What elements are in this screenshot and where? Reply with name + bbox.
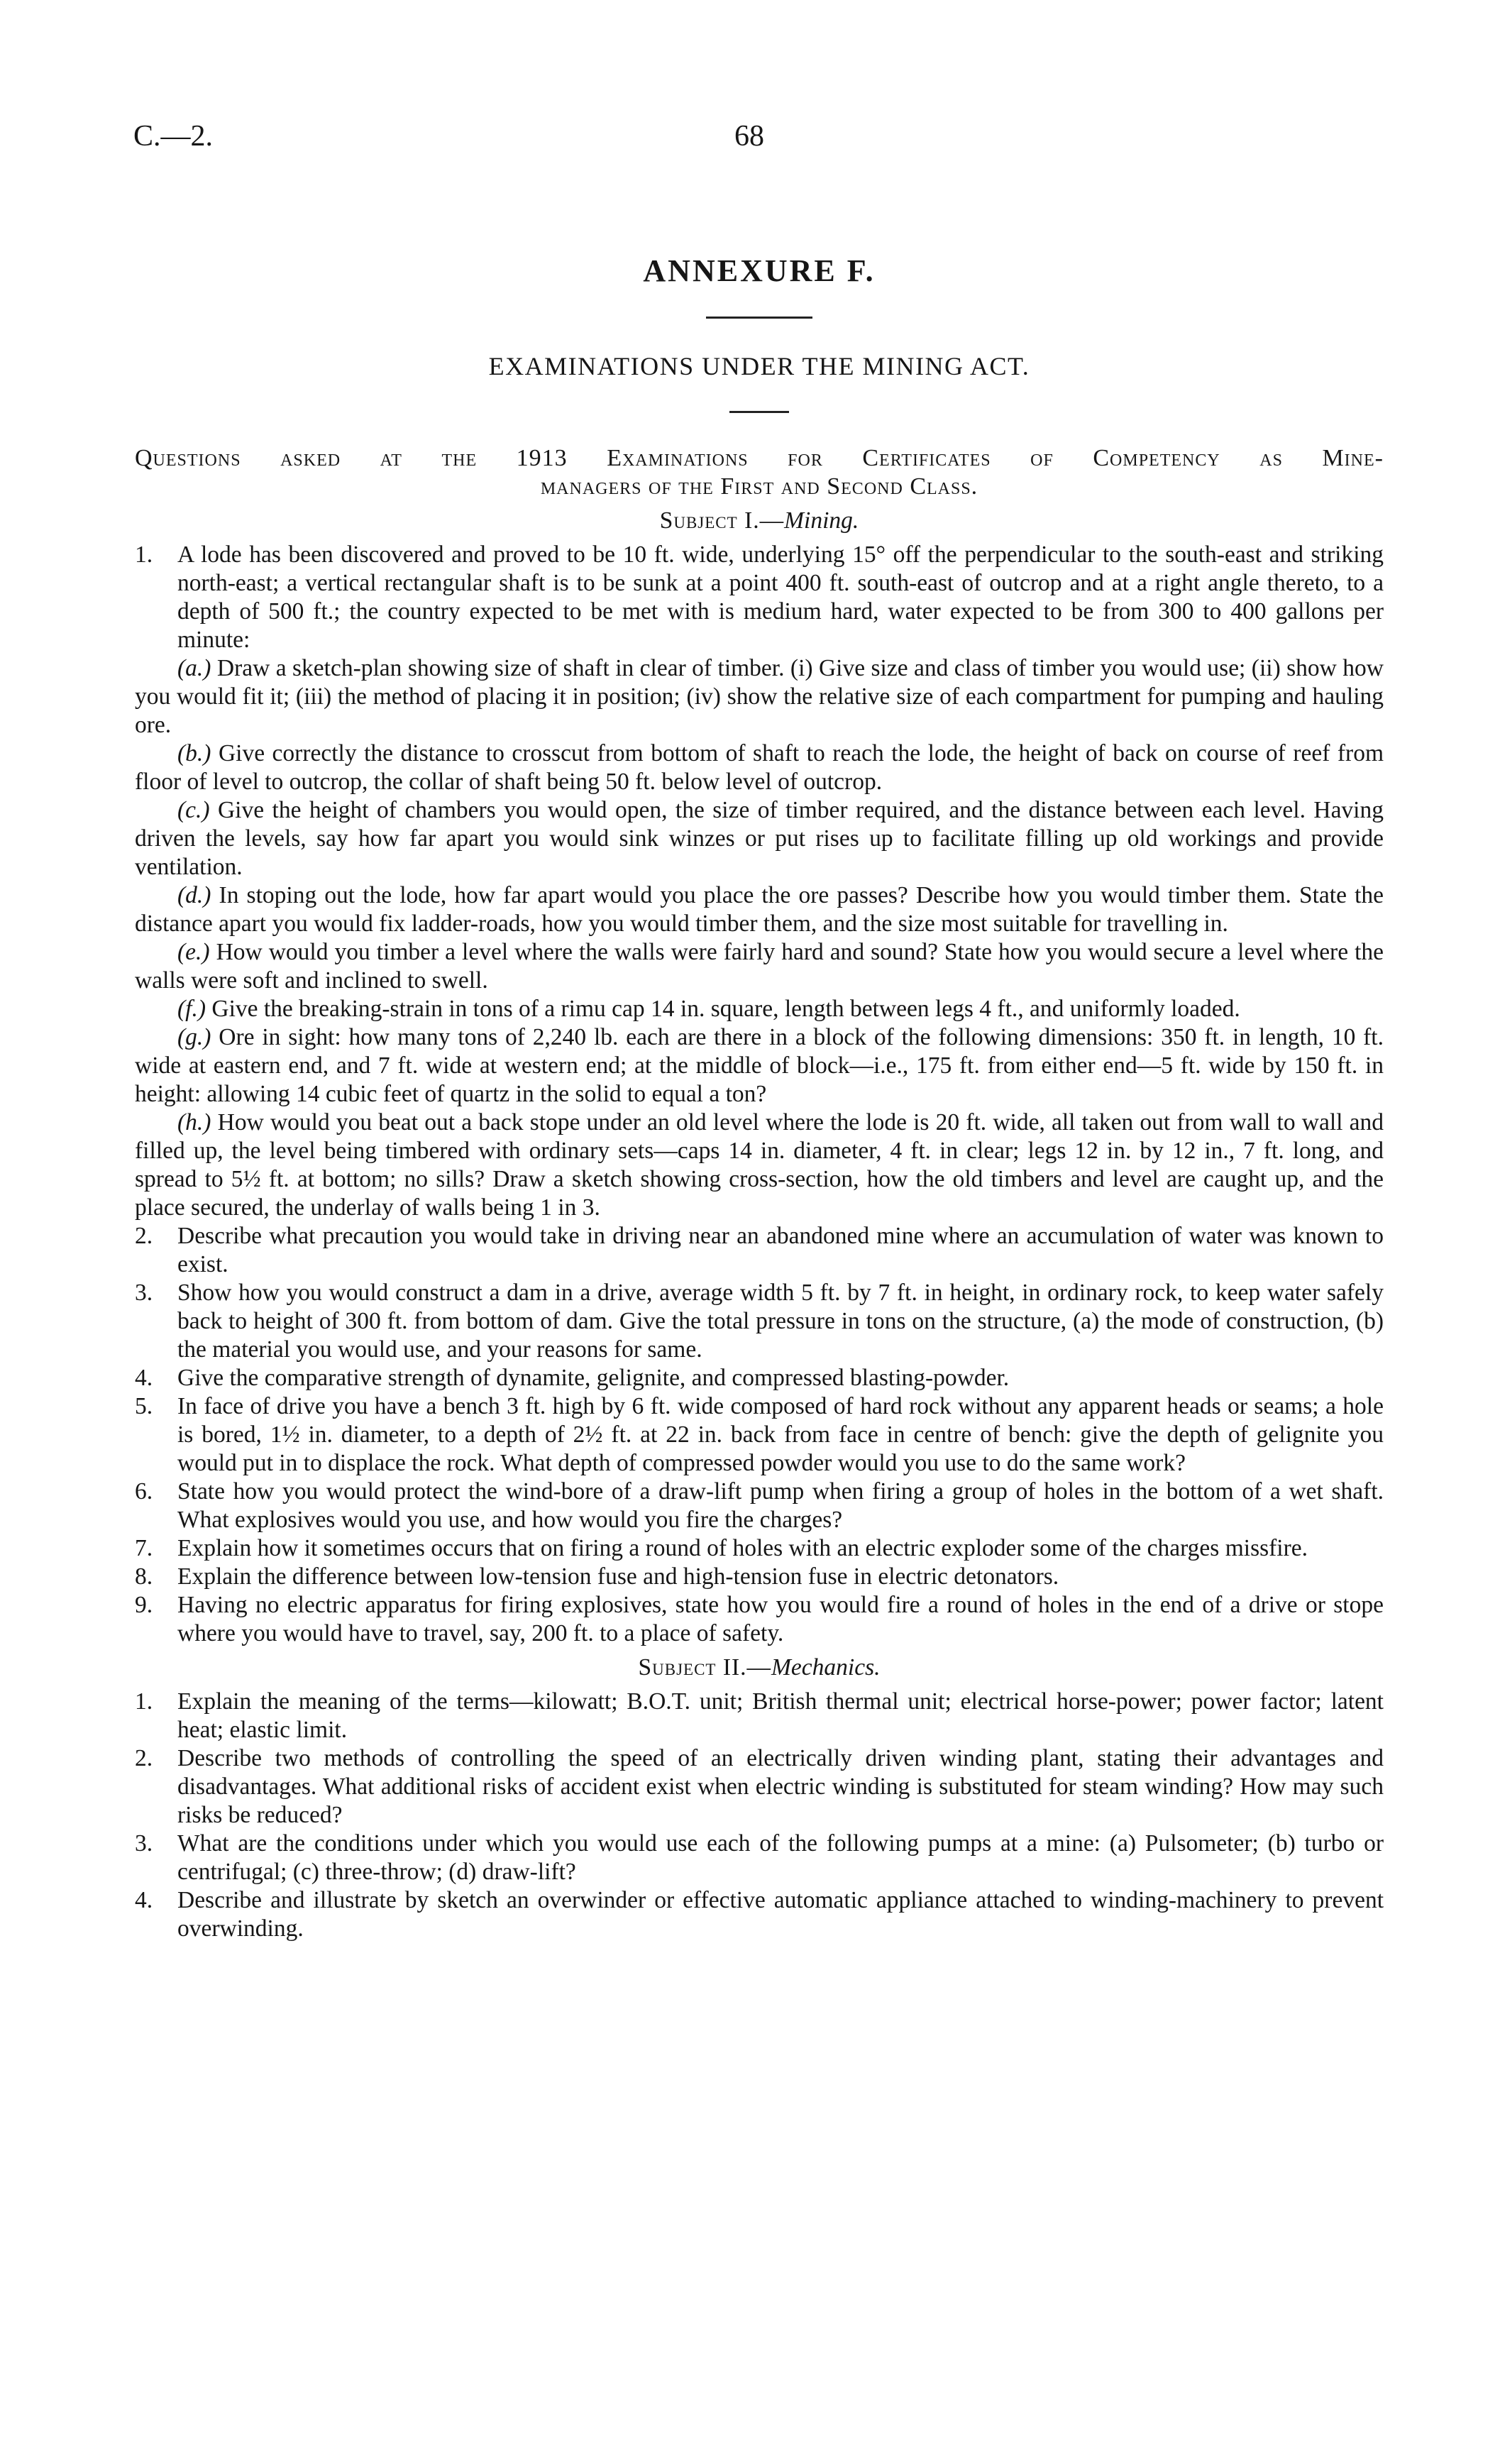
question-text: In face of drive you have a bench 3 ft. high by 6 ft. wide composed of hard rock without any apparent heads or seams; a hole is bored, 1½ in. diameter, to a depth of 2½ ft. at 22 in. back from face in centre of bench: give the depth of gelignite you would put in to displace the rock. What depth of compressed powder would you use to do the same work? bbox=[177, 1393, 1384, 1476]
question-number: 9. bbox=[135, 1592, 153, 1618]
question-2 bbox=[135, 1222, 1384, 1279]
question-number: 5. bbox=[135, 1393, 153, 1419]
question-text: Having no electric apparatus for firing explosives, state how you would fire a round of holes in the end of a drive or stope where you would have to travel, say, 200 ft. to a place of safety. bbox=[177, 1592, 1384, 1646]
part-label: (h.) bbox=[177, 1109, 211, 1135]
part-label: (b.) bbox=[177, 740, 211, 766]
page-header bbox=[133, 119, 1365, 162]
intro-line-2: managers of the First and Second Class. bbox=[540, 473, 978, 500]
part-label: (g.) bbox=[177, 1024, 211, 1050]
question-5 bbox=[135, 1392, 1384, 1478]
question-number: 7. bbox=[135, 1535, 153, 1561]
question-text: Describe what precaution you would take in driving near an abandoned mine where an accumulation of water was known to exist. bbox=[177, 1223, 1384, 1277]
mechanics-question-4 bbox=[135, 1886, 1384, 1943]
question-1-part-h bbox=[135, 1109, 1384, 1222]
question-text: A lode has been discovered and proved to be 10 ft. wide, underlying 15° off the perpendicular to the south-east and striking north-east; a vertical rectangular shaft is to be sunk at a point 400 ft. south-east of outcrop and at a right angle thereto, to a depth of 500 ft.; the country expected to be met with is medium hard, water expected to be from 300 to 400 gallons per minute: bbox=[177, 541, 1384, 653]
question-1-part-c bbox=[135, 796, 1384, 881]
mechanics-question-1 bbox=[135, 1688, 1384, 1744]
part-text: How would you timber a level where the walls were fairly hard and sound? State how you would secure a level where the walls were soft and inclined to swell. bbox=[135, 939, 1384, 994]
question-text: Describe and illustrate by sketch an overwinder or effective automatic appliance attached to winding-machinery to prevent overwinding. bbox=[177, 1887, 1384, 1942]
question-number: 8. bbox=[135, 1563, 153, 1590]
question-text: Describe two methods of controlling the speed of an electrically driven winding plant, stating their advantages and disadvantages. What additional risks of accident exist when electric winding is substituted for steam winding? How may such risks be reduced? bbox=[177, 1745, 1384, 1828]
question-1-part-e bbox=[135, 938, 1384, 995]
question-text: State how you would protect the wind-bore of a draw-lift pump when firing a group of holes in the bottom of a wet shaft. What explosives would you use, and how would you fire the charges? bbox=[177, 1478, 1384, 1533]
question-number: 4. bbox=[135, 1365, 153, 1391]
question-number: 1. bbox=[135, 1688, 153, 1715]
page-reference: C.—2. bbox=[133, 120, 214, 153]
question-text: Give the comparative strength of dynamite, gelignite, and compressed blasting-powder. bbox=[177, 1365, 1010, 1391]
subject-1-heading bbox=[135, 507, 1384, 535]
question-number: 4. bbox=[135, 1887, 153, 1913]
title-divider bbox=[706, 317, 812, 319]
intro-heading bbox=[135, 444, 1384, 501]
question-number: 2. bbox=[135, 1223, 153, 1249]
intro-line-1: Questions asked at the 1913 Examinations for Certificates of Competency as Mine- bbox=[135, 445, 1384, 471]
question-text: Explain the meaning of the terms—kilowatt; B.O.T. unit; British thermal unit; electrical horse-power; power factor; latent heat; elastic limit. bbox=[177, 1688, 1384, 1743]
mechanics-question-3 bbox=[135, 1830, 1384, 1886]
question-number: 3. bbox=[135, 1830, 153, 1857]
question-1-part-d bbox=[135, 881, 1384, 938]
question-text: Show how you would construct a dam in a drive, average width 5 ft. by 7 ft. in height, in ordinary rock, to keep water safely back to height of 300 ft. from bottom of dam. Give the total pressure in tons on the structure, (a) the mode of construction, (b) the material you would use, and your reasons for same. bbox=[177, 1280, 1384, 1363]
part-label: (e.) bbox=[177, 939, 210, 965]
subject-1-name: Mining. bbox=[784, 507, 859, 534]
question-text: Explain how it sometimes occurs that on firing a round of holes with an electric exploder some of the charges missfire. bbox=[177, 1535, 1308, 1561]
question-4 bbox=[135, 1364, 1384, 1392]
part-text: How would you beat out a back stope under an old level where the lode is 20 ft. wide, all taken out from wall to wall and filled up, the level being timbered with ordinary sets—caps 14 in. diameter, 4 ft. in clear; legs 12 in. by 12 in., 7 ft. long, and spread to 5½ ft. at bottom; no sills? Draw a sketch showing cross-section, how the old timbers and level are caught up, and the place secured, the underlay of walls being 1 in 3. bbox=[135, 1109, 1384, 1221]
question-number: 6. bbox=[135, 1478, 153, 1505]
annexure-title: ANNEXURE F. bbox=[643, 253, 876, 288]
part-text: Give the height of chambers you would open, the size of timber required, and the distance between each level. Having driven the levels, say how far apart you would sink winzes or put rises up to facilitate filling up old workings and provide ventilation. bbox=[135, 797, 1384, 880]
part-text: In stoping out the lode, how far apart would you place the ore passes? Describe how you would timber them. State the distance apart you would fix ladder-roads, how you would timber them, and the size most suitable for travelling in. bbox=[135, 882, 1384, 937]
section-subtitle: EXAMINATIONS UNDER THE MINING ACT. bbox=[488, 352, 1030, 380]
part-text: Give the breaking-strain in tons of a rimu cap 14 in. square, length between legs 4 ft., and uniformly loaded. bbox=[211, 996, 1240, 1022]
question-1-part-b bbox=[135, 739, 1384, 796]
part-text: Draw a sketch-plan showing size of shaft in clear of timber. (i) Give size and class of timber you would use; (ii) show how you would fit it; (iii) the method of placing it in position; (iv) show the relative size of each compartment for pumping and hauling ore. bbox=[135, 655, 1384, 738]
subject-1-label: Subject I.— bbox=[659, 507, 785, 534]
question-7 bbox=[135, 1534, 1384, 1563]
subtitle-divider bbox=[729, 411, 789, 413]
question-6 bbox=[135, 1478, 1384, 1534]
question-1 bbox=[135, 541, 1384, 654]
part-label: (f.) bbox=[177, 996, 206, 1022]
part-text: Ore in sight: how many tons of 2,240 lb. each are there in a block of the following dimensions: 350 ft. in length, 10 ft. wide at eastern end, and 7 ft. wide at western end; at the middle of block—i.e., 175 ft. from either end—5 ft. wide by 150 ft. in height: allowing 14 cubic feet of quartz in the solid to equal a ton? bbox=[135, 1024, 1384, 1107]
question-1-part-a bbox=[135, 654, 1384, 739]
part-label: (c.) bbox=[177, 797, 210, 823]
question-1-part-f bbox=[135, 995, 1384, 1023]
question-number: 3. bbox=[135, 1280, 153, 1306]
question-1-part-g bbox=[135, 1023, 1384, 1109]
page-number: 68 bbox=[734, 120, 764, 153]
subject-2-heading bbox=[135, 1654, 1384, 1682]
document-body bbox=[135, 250, 1384, 1943]
question-9 bbox=[135, 1591, 1384, 1648]
mechanics-question-2 bbox=[135, 1744, 1384, 1830]
question-text: Explain the difference between low-tension fuse and high-tension fuse in electric detonators. bbox=[177, 1563, 1059, 1590]
question-8 bbox=[135, 1563, 1384, 1591]
question-3 bbox=[135, 1279, 1384, 1364]
question-number: 2. bbox=[135, 1745, 153, 1771]
part-text: Give correctly the distance to crosscut from bottom of shaft to reach the lode, the height of back on course of reef from floor of level to outcrop, the collar of shaft being 50 ft. below level of outcrop. bbox=[135, 740, 1384, 795]
part-label: (a.) bbox=[177, 655, 211, 681]
question-number: 1. bbox=[135, 541, 153, 568]
question-text: What are the conditions under which you would use each of the following pumps at a mine: (a) Pulsometer; (b) turbo or centrifugal; (c) three-throw; (d) draw-lift? bbox=[177, 1830, 1384, 1885]
subject-2-name: Mechanics. bbox=[771, 1654, 881, 1681]
part-label: (d.) bbox=[177, 882, 211, 908]
subject-2-label: Subject II.— bbox=[638, 1654, 772, 1681]
